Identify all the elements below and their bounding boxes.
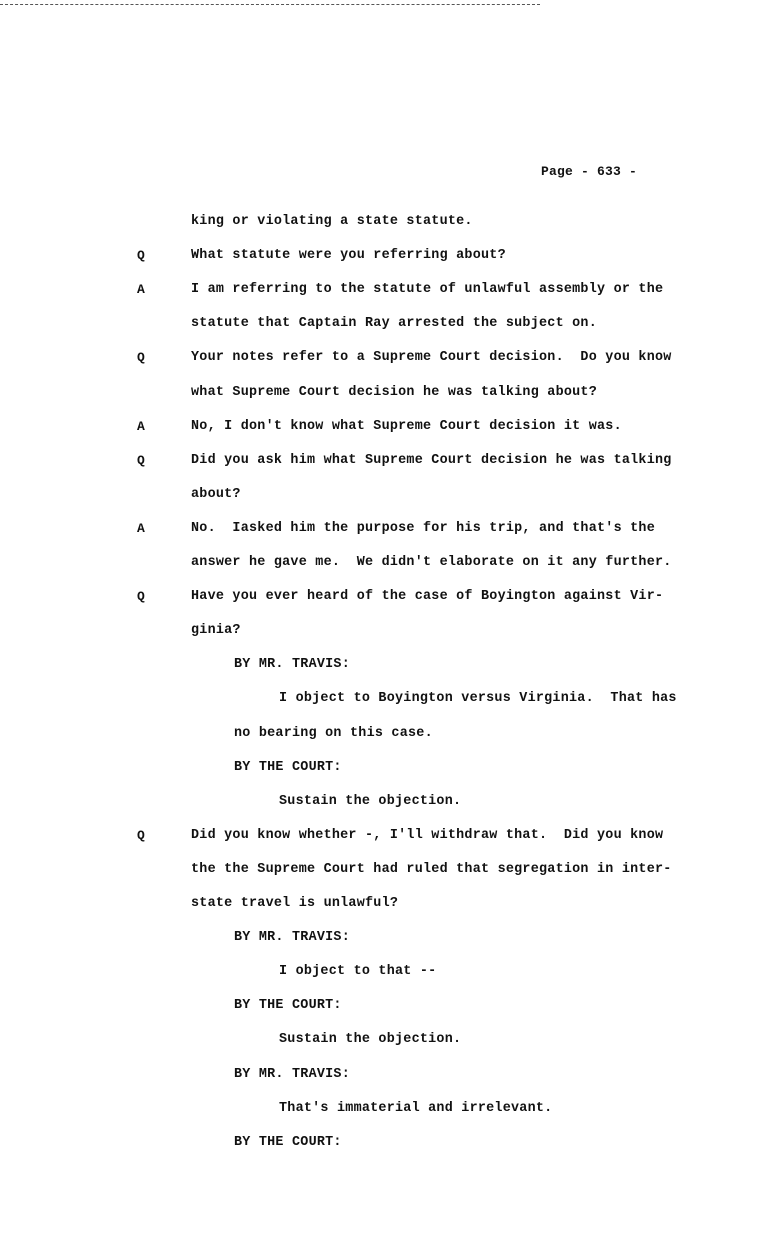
question-marker: Q	[137, 589, 145, 604]
speaker-heading: BY MR. TRAVIS:	[234, 1067, 350, 1082]
transcript-line: ginia?	[191, 623, 241, 638]
transcript-line: king or violating a state statute.	[191, 214, 473, 229]
answer-text: No, I don't know what Supreme Court decision it was.	[191, 419, 622, 434]
question-marker: Q	[137, 828, 145, 843]
answer-marker: A	[137, 419, 145, 434]
transcript-line: answer he gave me. We didn't elaborate on it any further.	[191, 555, 672, 570]
question-marker: Q	[137, 350, 145, 365]
speaker-heading: BY MR. TRAVIS:	[234, 657, 350, 672]
question-marker: Q	[137, 248, 145, 263]
question-text: Did you know whether -, I'll withdraw that. Did you know	[191, 828, 664, 843]
transcript-line: That's immaterial and irrelevant.	[279, 1101, 553, 1116]
question-marker: Q	[137, 453, 145, 468]
page-number: Page - 633 -	[541, 164, 638, 179]
answer-text: I am referring to the statute of unlawful assembly or the	[191, 282, 664, 297]
speaker-heading: BY THE COURT:	[234, 1135, 342, 1150]
transcript-line: what Supreme Court decision he was talking about?	[191, 385, 597, 400]
answer-marker: A	[137, 282, 145, 297]
top-rule	[0, 0, 540, 5]
transcript-line: I object to Boyington versus Virginia. That has	[279, 691, 677, 706]
transcript-line: Sustain the objection.	[279, 1032, 462, 1047]
transcript-line: about?	[191, 487, 241, 502]
question-text: Your notes refer to a Supreme Court decision. Do you know	[191, 350, 672, 365]
transcript-line: state travel is unlawful?	[191, 896, 399, 911]
speaker-heading: BY THE COURT:	[234, 998, 342, 1013]
transcript-line: no bearing on this case.	[234, 726, 433, 741]
transcript-line: I object to that --	[279, 964, 437, 979]
question-text: What statute were you referring about?	[191, 248, 506, 263]
answer-text: No. Iasked him the purpose for his trip, and that's the	[191, 521, 655, 536]
speaker-heading: BY MR. TRAVIS:	[234, 930, 350, 945]
question-text: Have you ever heard of the case of Boyington against Vir-	[191, 589, 664, 604]
transcript-line: Sustain the objection.	[279, 794, 462, 809]
speaker-heading: BY THE COURT:	[234, 760, 342, 775]
answer-marker: A	[137, 521, 145, 536]
transcript-line: statute that Captain Ray arrested the subject on.	[191, 316, 597, 331]
transcript-line: the the Supreme Court had ruled that segregation in inter-	[191, 862, 672, 877]
question-text: Did you ask him what Supreme Court decision he was talking	[191, 453, 672, 468]
